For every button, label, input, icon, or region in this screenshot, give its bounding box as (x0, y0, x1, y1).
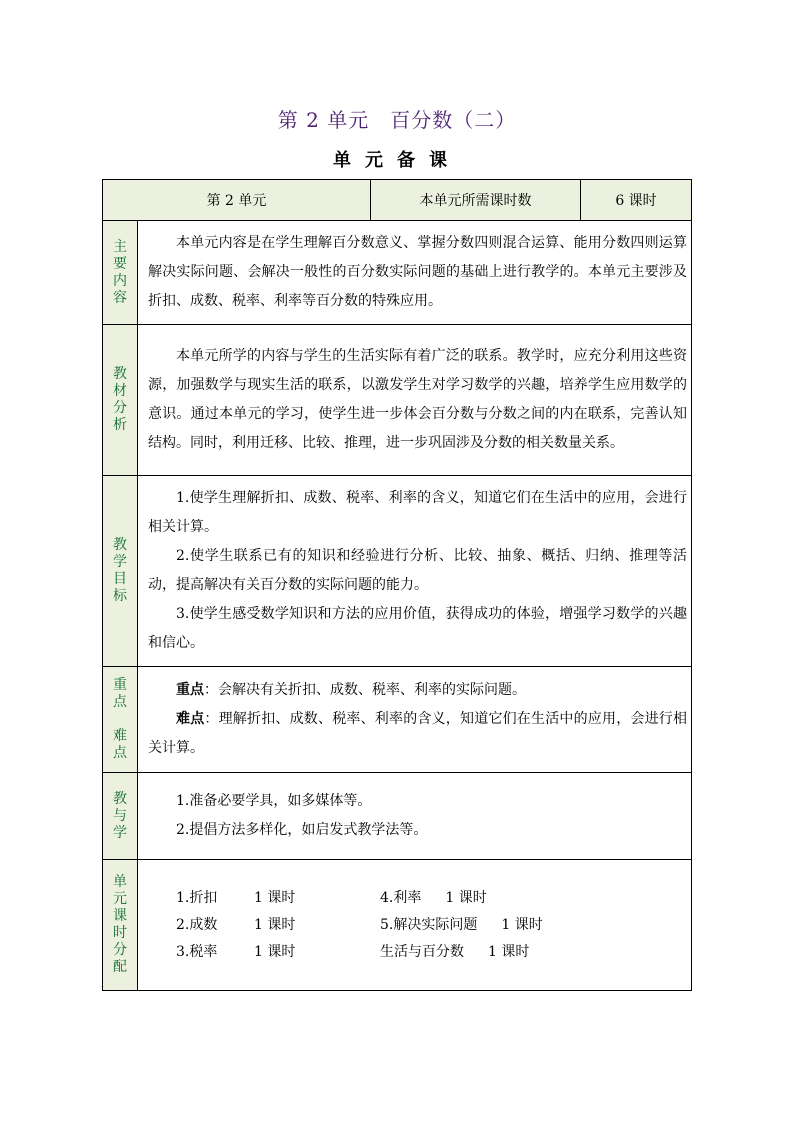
main-content-cell (138, 221, 692, 325)
lesson-hours: 1 课时 (254, 916, 296, 933)
teach-learn-cell (138, 773, 692, 860)
material-analysis-label (103, 325, 138, 476)
material-analysis-row (103, 325, 692, 476)
lesson-name: 2.成数 (176, 916, 218, 933)
lesson-hours: 1 课时 (254, 943, 296, 960)
lesson-hours: 1 课时 (445, 889, 487, 906)
teaching-goal-2: 2.使学生联系已有的知识和经验进行分析、比较、抽象、概括、归纳、推理等活动，提高解决有关百分数的实际问题的能力。 (148, 548, 687, 593)
lesson-name: 5.解决实际问题 (380, 916, 478, 933)
main-content-text: 本单元内容是在学生理解百分数意义、掌握分数四则混合运算、能用分数四则运算解决实际问题、会解决一般性的百分数实际问题的基础上进行教学的。本单元主要涉及折扣、成数、税率、利率等百分数的特殊应用。 (148, 235, 687, 309)
teaching-goals-cell (138, 476, 692, 667)
key-points-cell (138, 667, 692, 773)
key-points-label-2: 难点 (113, 728, 127, 761)
teaching-goal-1: 1.使学生理解折扣、成数、税率、利率的含义，知道它们在生活中的应用，会进行相关计算。 (148, 490, 687, 535)
key-point-text: ：会解决有关折扣、成数、税率、利率的实际问题。 (204, 682, 526, 698)
key-points-label-1: 重点 (113, 677, 127, 710)
teaching-goals-row (103, 476, 692, 667)
lesson-hours: 1 课时 (501, 916, 543, 933)
difficult-point-label: 难点 (176, 711, 205, 727)
key-point-line (148, 676, 687, 705)
teaching-goals-label (103, 476, 138, 667)
key-point-label: 重点 (176, 682, 204, 698)
teaching-goals-label-text: 教学目标 (113, 537, 127, 604)
hours-value-cell: 6 课时 (581, 180, 692, 221)
hours-label-cell: 本单元所需课时数 (371, 180, 581, 221)
schedule-cell (138, 860, 692, 991)
teaching-goal-3: 3.使学生感受数学知识和方法的应用价值，获得成功的体验，增强学习数学的兴趣和信心。 (148, 606, 687, 651)
material-analysis-label-text: 教材分析 (113, 366, 127, 433)
schedule-row (103, 860, 692, 991)
schedule-label (103, 860, 138, 991)
schedule-line-3 (176, 939, 687, 966)
lesson-name: 生活与百分数 (380, 943, 464, 960)
lesson-name: 3.税率 (176, 943, 218, 960)
page-subtitle: 单元备课 (333, 150, 461, 171)
unit-plan-table (102, 179, 692, 991)
main-content-label (103, 221, 138, 325)
teach-learn-label-text: 教与学 (113, 790, 127, 841)
difficult-point-line (148, 705, 687, 763)
lesson-name: 1.折扣 (176, 889, 218, 906)
teach-learn-item-2: 2.提倡方法多样化，如启发式教学法等。 (176, 822, 428, 838)
difficult-point-text: ：理解折扣、成数、税率、利率的含义，知道它们在生活中的应用，会进行相关计算。 (148, 711, 688, 756)
teach-learn-item-1: 1.准备必要学具，如多媒体等。 (176, 793, 372, 809)
unit-cell: 第 2 单元 (103, 180, 371, 221)
lesson-name: 4.利率 (380, 889, 422, 906)
lesson-hours: 1 课时 (488, 943, 530, 960)
main-content-row (103, 221, 692, 325)
lesson-hours: 1 课时 (254, 889, 296, 906)
header-row (103, 180, 692, 221)
schedule-label-text: 单元课时分配 (113, 874, 127, 975)
key-points-label (103, 667, 138, 773)
main-content-label-text: 主要内容 (113, 238, 127, 306)
material-analysis-text: 本单元所学的内容与学生的生活实际有着广泛的联系。教学时，应充分利用这些资源，加强数学与现实生活的联系，以激发学生对学习数学的兴趣，培养学生应用数学的意识。通过本单元的学习，使学生进一步体会百分数与分数之间的内在联系，完善认知结构。同时，利用迁移、比较、推理，进一步巩固涉及分数的相关数量关系。 (148, 348, 687, 451)
page-title: 第 2 单元 百分数（二） (277, 108, 517, 132)
key-points-row (103, 667, 692, 773)
schedule-line-2 (176, 912, 687, 939)
teach-learn-label (103, 773, 138, 860)
material-analysis-cell (138, 325, 692, 476)
schedule-line-1 (176, 885, 687, 912)
teach-learn-row (103, 773, 692, 860)
